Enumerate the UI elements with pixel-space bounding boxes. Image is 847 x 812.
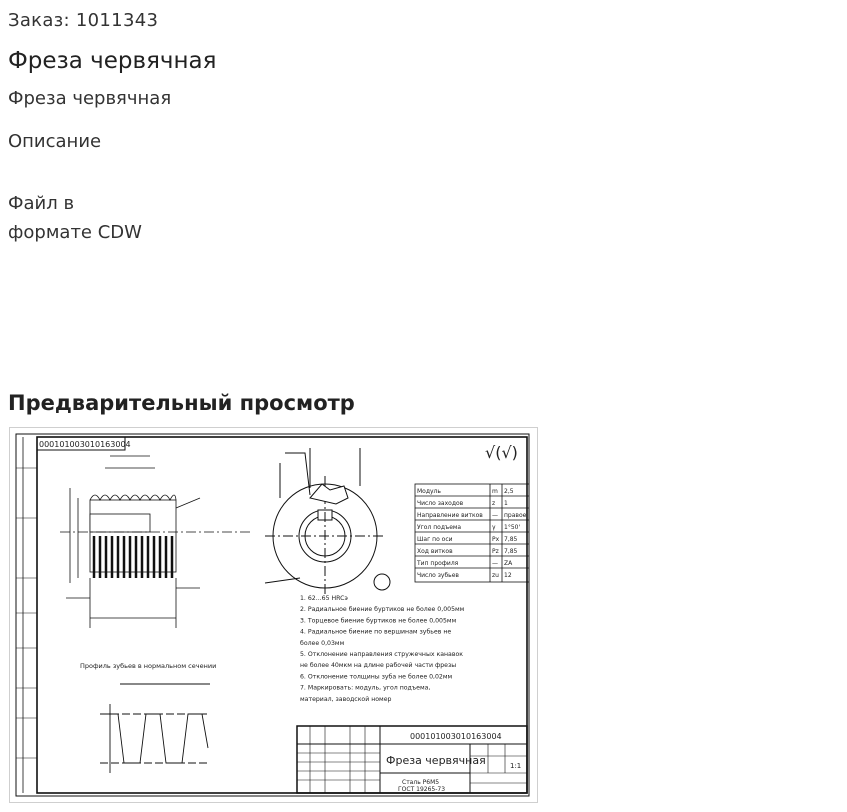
param-cell: Угол подъема [417, 524, 462, 531]
material-line2: ГОСТ 19265-73 [398, 786, 446, 793]
title-block-name: Фреза червячная [386, 754, 486, 767]
parameter-table [415, 484, 529, 582]
note-line: материал, заводской номер [300, 695, 392, 703]
scale-value: 1:1 [510, 762, 522, 770]
param-cell: 1 [504, 500, 508, 507]
note-line: 3. Торцевое биение буртиков не более 0,005мм [300, 617, 457, 625]
param-cell: Тип профиля [417, 560, 459, 567]
profile-label: Профиль зубьев в нормальном сечении [80, 662, 217, 670]
note-line: 2. Радиальное биение буртиков не более 0,005мм [300, 606, 465, 614]
param-cell: Направление витков [417, 512, 483, 519]
param-cell: — [492, 512, 498, 519]
note-line: более 0,03мм [300, 639, 345, 647]
param-cell: 2,5 [504, 488, 514, 495]
order-number: Заказ: 1011343 [8, 10, 159, 31]
file-format-line2: формате CDW [8, 222, 142, 243]
outer-frame [16, 434, 529, 796]
param-cell: Число зубьев [417, 572, 459, 579]
param-cell: Число заходов [417, 500, 464, 507]
param-cell: m [492, 488, 498, 495]
param-cell: Шаг по оси [417, 536, 453, 543]
note-line: 4. Радиальное биение по вершинам зубьев не [300, 628, 452, 636]
description-heading: Описание [8, 131, 102, 152]
note-line: 6. Отклонение толщины зуба не более 0,02мм [300, 673, 453, 681]
title-block-code: 000101003010163004 [410, 732, 502, 741]
drawing-svg [10, 428, 537, 802]
note-line: 7. Маркировать: модуль, угол подъема, [300, 684, 431, 692]
product-title: Фреза червячная [8, 48, 217, 74]
product-subtitle: Фреза червячная [8, 88, 172, 109]
param-cell: Pz [492, 548, 499, 555]
tooth-profile-section [80, 662, 216, 773]
param-cell: ZA [504, 560, 513, 567]
param-cell: 7,85 [504, 536, 518, 543]
hob-end-view [265, 448, 390, 596]
note-line: 1. 62...65 HRCэ [300, 595, 348, 602]
param-cell: 1°50' [504, 524, 521, 531]
param-cell: правое [504, 512, 527, 519]
hob-side-view [60, 456, 250, 628]
param-cell: Модуль [417, 488, 441, 495]
file-format-line1: Файл в [8, 193, 75, 214]
material-line1: Сталь Р6М5 [402, 779, 440, 786]
drawing-preview-image[interactable] [9, 427, 538, 803]
note-line: 5. Отклонение направления стружечных канавок [300, 651, 464, 658]
param-cell: z [492, 500, 496, 507]
param-cell: 7,85 [504, 548, 518, 555]
param-cell: zu [492, 572, 499, 579]
roughness-mark: √(√) [485, 443, 518, 462]
stamp-code: 000101003010163004 [39, 440, 131, 449]
param-cell: γ [492, 524, 496, 531]
preview-heading: Предварительный просмотр [8, 391, 355, 415]
param-cell: Px [492, 536, 500, 543]
param-cell: 12 [504, 572, 512, 579]
param-cell: Ход витков [417, 548, 453, 555]
note-line: не более 40мкм на длине рабочей части фрезы [300, 662, 457, 670]
param-cell: — [492, 560, 498, 567]
technical-notes [300, 595, 465, 703]
